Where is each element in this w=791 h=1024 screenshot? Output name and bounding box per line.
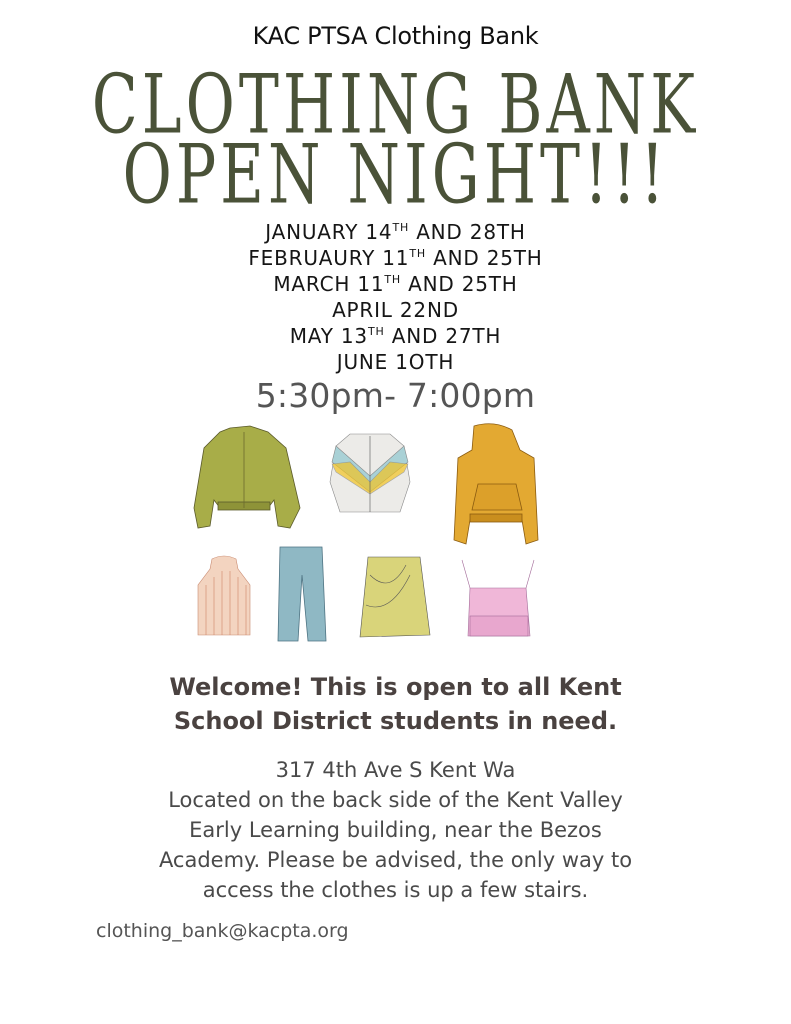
date-row: MARCH 11TH AND 25TH <box>273 272 518 296</box>
location-line: Academy. Please be advised, the only way to <box>158 848 633 872</box>
pink-tie-strap-top-icon <box>462 560 534 636</box>
contact-email[interactable]: clothing_bank@kacpta.org <box>96 920 349 942</box>
headline-line-2: OPEN NIGHT!!! <box>122 128 669 223</box>
welcome-line-1: Welcome! This is open to all Kent <box>169 673 622 701</box>
date-row: MAY 13TH AND 27TH <box>289 324 502 348</box>
location-line: access the clothes is up a few stairs. <box>202 878 589 902</box>
location-line: Located on the back side of the Kent Valley <box>168 788 623 812</box>
schedule-dates <box>0 219 791 375</box>
striped-zip-sweater-icon <box>330 434 410 512</box>
welcome-message <box>0 670 791 738</box>
welcome-line-2: School District students in need. <box>173 707 618 735</box>
headline-line-1: CLOTHING BANK <box>91 58 700 153</box>
org-title: KAC PTSA Clothing Bank <box>252 22 539 50</box>
mustard-hoodie-icon <box>454 424 538 544</box>
event-time: 5:30pm- 7:00pm <box>255 376 536 415</box>
date-row: APRIL 22ND <box>332 298 459 322</box>
green-bomber-jacket-icon <box>194 426 300 528</box>
date-row: FEBRUAURY 11TH AND 25TH <box>248 246 543 270</box>
blue-jeans-icon <box>278 547 326 641</box>
yellow-wrap-skirt-icon <box>360 557 430 637</box>
date-row: JUNE 1OTH <box>336 350 455 374</box>
date-row: JANUARY 14TH AND 28TH <box>265 220 526 244</box>
location-line: Early Learning building, near the Bezos <box>189 818 602 842</box>
ribbed-tank-top-icon <box>198 556 250 635</box>
address-line: 317 4th Ave S Kent Wa <box>275 758 516 782</box>
clothing-illustrations <box>190 420 550 645</box>
location-info <box>0 755 791 905</box>
